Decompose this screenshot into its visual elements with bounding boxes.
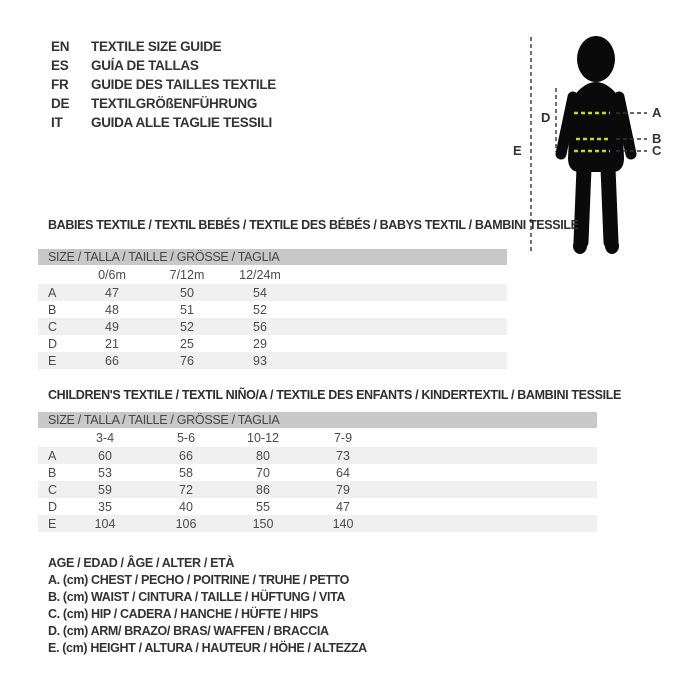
babies-table-header-bar: SIZE / TALLA / TAILLE / GRÖSSE / TAGLIA <box>38 249 507 265</box>
table-cell: 59 <box>98 482 112 497</box>
table-cell: 35 <box>98 499 112 514</box>
table-cell: 53 <box>98 465 112 480</box>
children-column-headers <box>38 428 597 447</box>
table-cell: 55 <box>256 499 270 514</box>
table-cell: 72 <box>179 482 193 497</box>
table-cell: 29 <box>253 336 267 351</box>
row-label: D <box>48 336 58 351</box>
table-cell: 47 <box>336 499 350 514</box>
table-cell: 54 <box>253 285 267 300</box>
language-code: IT <box>51 115 63 130</box>
table-row <box>38 481 597 498</box>
table-cell: 140 <box>332 516 354 531</box>
legend-chest-line: A. (cm) CHEST / PECHO / POITRINE / TRUHE / PETTO <box>48 572 350 587</box>
language-title: TEXTILGRÖßENFÜHRUNG <box>91 96 258 111</box>
legend-age-line: AGE / EDAD / ÂGE / ALTER / ETÀ <box>48 555 235 570</box>
height-line-label: E <box>513 143 522 158</box>
row-label: A <box>48 448 57 463</box>
silhouette-right-leg <box>608 168 611 242</box>
legend-hip-line: C. (cm) HIP / CADERA / HANCHE / HÜFTE / HIPS <box>48 606 319 621</box>
row-label: C <box>48 319 58 334</box>
table-cell: 21 <box>105 336 119 351</box>
column-header: 5-6 <box>176 430 196 445</box>
table-cell: 40 <box>179 499 193 514</box>
language-list <box>51 37 276 132</box>
table-row <box>38 498 597 515</box>
table-row <box>38 352 507 369</box>
children-section-title: CHILDREN'S TEXTILE / TEXTIL NIÑO/A / TEXTILE DES ENFANTS / KINDERTEXTIL / BAMBINI TESSILE <box>48 388 622 402</box>
table-row <box>38 301 507 318</box>
measurement-legend <box>48 554 367 656</box>
column-header: 7/12m <box>169 267 205 282</box>
language-row-fr <box>51 75 276 94</box>
table-cell: 25 <box>180 336 194 351</box>
row-label: B <box>48 465 57 480</box>
table-cell: 51 <box>180 302 194 317</box>
table-cell: 104 <box>94 516 116 531</box>
table-cell: 70 <box>256 465 270 480</box>
babies-column-headers <box>38 265 507 284</box>
table-cell: 93 <box>253 353 267 368</box>
table-cell: 58 <box>179 465 193 480</box>
table-cell: 60 <box>98 448 112 463</box>
table-cell: 73 <box>336 448 350 463</box>
table-cell: 48 <box>105 302 119 317</box>
legend-height-line: E. (cm) HEIGHT / ALTURA / HAUTEUR / HÖHE / ALTEZZA <box>48 640 367 655</box>
language-row-de <box>51 94 276 113</box>
language-title: TEXTILE SIZE GUIDE <box>91 39 222 54</box>
language-title: GUIDA ALLE TAGLIE TESSILI <box>91 115 272 130</box>
table-cell: 66 <box>105 353 119 368</box>
legend-arm-line: D. (cm) ARM/ BRAZO/ BRAS/ WAFFEN / BRACCIA <box>48 623 329 638</box>
row-label: A <box>48 285 57 300</box>
language-code: ES <box>51 58 69 73</box>
column-header: 10-12 <box>247 430 279 445</box>
table-cell: 50 <box>180 285 194 300</box>
babies-size-table <box>38 249 507 369</box>
row-label: E <box>48 353 57 368</box>
language-row-it <box>51 113 276 132</box>
children-size-table <box>38 412 597 532</box>
table-cell: 66 <box>179 448 193 463</box>
silhouette-head <box>577 36 615 82</box>
arm-line-label: D <box>541 110 551 125</box>
column-header: 12/24m <box>239 267 281 282</box>
language-code: EN <box>51 39 70 54</box>
language-code: FR <box>51 77 69 92</box>
table-row <box>38 464 597 481</box>
column-header: 3-4 <box>95 430 115 445</box>
table-cell: 106 <box>175 516 197 531</box>
language-row-es <box>51 56 276 75</box>
table-cell: 49 <box>105 319 119 334</box>
table-cell: 80 <box>256 448 270 463</box>
table-cell: 79 <box>336 482 350 497</box>
table-cell: 52 <box>180 319 194 334</box>
language-title: GUIDE DES TAILLES TEXTILE <box>91 77 277 92</box>
language-code: DE <box>51 96 70 111</box>
row-label: C <box>48 482 58 497</box>
table-cell: 47 <box>105 285 119 300</box>
row-label: D <box>48 499 58 514</box>
table-cell: 86 <box>256 482 270 497</box>
table-cell: 64 <box>336 465 350 480</box>
table-cell: 56 <box>253 319 267 334</box>
column-header: 0/6m <box>98 267 126 282</box>
table-row <box>38 447 597 464</box>
legend-waist-line: B. (cm) WAIST / CINTURA / TAILLE / HÜFTUNG / VITA <box>48 589 346 604</box>
silhouette-left-leg <box>581 168 584 242</box>
row-label: E <box>48 516 57 531</box>
table-row <box>38 284 507 301</box>
language-title: GUÍA DE TALLAS <box>91 58 199 73</box>
column-header: 7-9 <box>333 430 353 445</box>
table-row <box>38 318 507 335</box>
language-row-en <box>51 37 276 56</box>
table-cell: 76 <box>180 353 194 368</box>
chest-line-label: A <box>652 105 662 120</box>
babies-section-title: BABIES TEXTILE / TEXTIL BEBÉS / TEXTILE DES BÉBÉS / BABYS TEXTIL / BAMBINI TESSILE <box>48 218 579 232</box>
children-table-header-bar: SIZE / TALLA / TAILLE / GRÖSSE / TAGLIA <box>38 412 597 428</box>
table-row <box>38 515 597 532</box>
table-row <box>38 335 507 352</box>
hip-line-label: C <box>652 143 662 158</box>
waist-line-label: B <box>652 131 662 146</box>
table-cell: 150 <box>252 516 274 531</box>
row-label: B <box>48 302 57 317</box>
table-cell: 52 <box>253 302 267 317</box>
